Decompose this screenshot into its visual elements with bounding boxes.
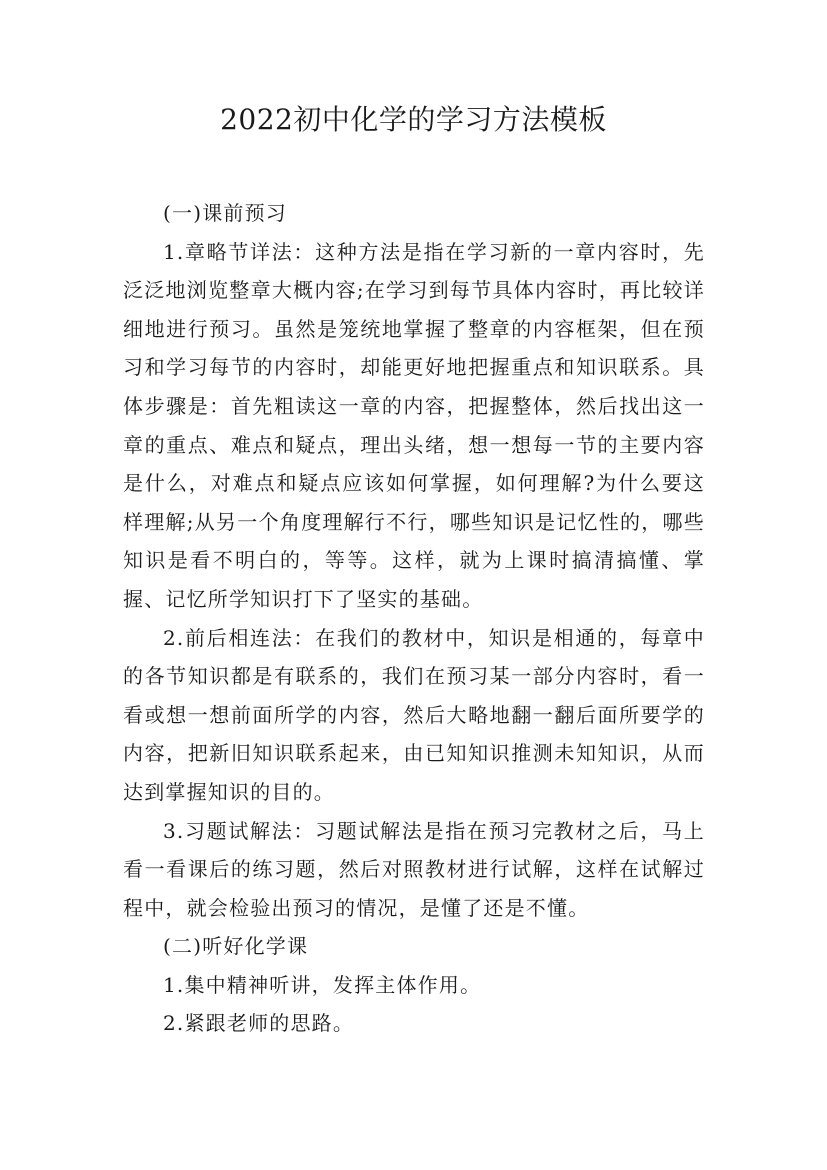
paragraph-linking-method: 2.前后相连法：在我们的教材中，知识是相通的，每章中的各节知识都是有联系的，我们在预习某一部分内容时，看一看或想一想前面所学的内容，然后大略地翻一翻后面所要学的内容，把新旧知识联系起来，由已知知识推测未知知识，从而达到掌握知识的目的。 <box>123 625 705 804</box>
section-heading-listening: (二)听好化学课 <box>163 934 309 959</box>
section-heading-preview: (一)课前预习 <box>163 201 288 225</box>
list-item-follow-teacher: 2.紧跟老师的思路。 <box>163 1011 355 1036</box>
document-title: 2022初中化学的学习方法模板 <box>220 103 607 136</box>
paragraph-exercise-method: 3.习题试解法：习题试解法是指在预习完教材之后，马上看一看课后的练习题，然后对照教材进行试解，这样在试解过程中，就会检验出预习的情况，是懂了还是不懂。 <box>123 818 705 920</box>
document-body <box>123 194 705 1043</box>
paragraph-chapter-method: 1.章略节详法：这种方法是指在学习新的一章内容时，先泛泛地浏览整章大概内容;在学习到每节具体内容时，再比较详细地进行预习。虽然是笼统地掌握了整章的内容框架，但在预习和学习每节的内容时，却能更好地把握重点和知识联系。具体步骤是：首先粗读这一章的内容，把握整体，然后找出这一章的重点、难点和疑点，理出头绪，想一想每一节的主要内容是什么，对难点和疑点应该如何掌握，如何理解?为什么要这样理解;从另一个角度理解行不行，哪些知识是记忆性的，哪些知识是看不明白的，等等。这样，就为上课时搞清搞懂、掌握、记忆所学知识打下了坚实的基础。 <box>123 239 705 611</box>
list-item-focus: 1.集中精神听讲，发挥主体作用。 <box>163 972 482 997</box>
